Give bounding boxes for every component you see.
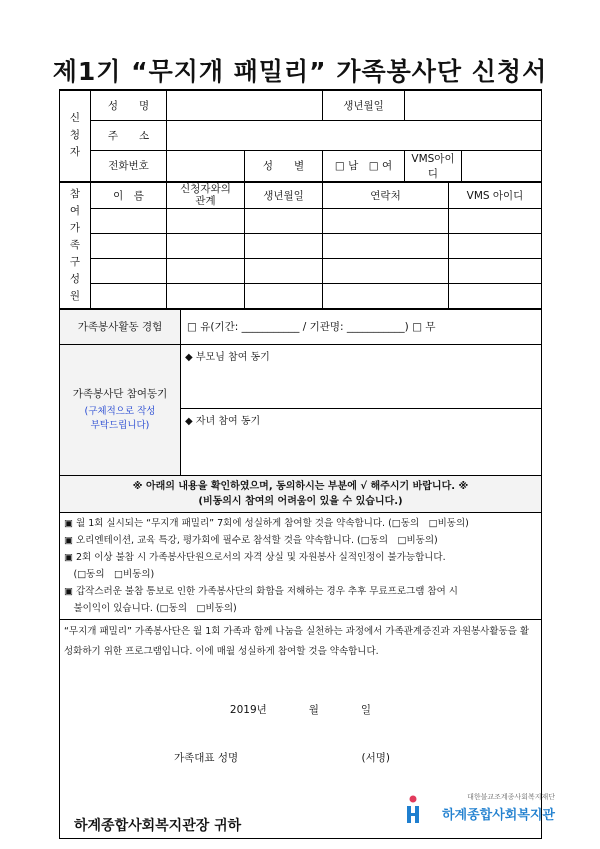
sign-mark[interactable]: (서명) [361, 751, 391, 764]
motive-label: 가족봉사단 참여동기 [72, 388, 168, 400]
birth-label: 생년월일 [323, 90, 405, 120]
family-header-name: 이 름 [91, 182, 167, 208]
family-cell[interactable] [323, 208, 449, 233]
family-cell[interactable] [91, 233, 167, 258]
phone-label: 전화번호 [91, 150, 167, 181]
family-cell[interactable] [91, 208, 167, 233]
phone-field[interactable] [167, 150, 245, 181]
recipient: 하계종합사회복지관장 귀하 [74, 817, 242, 834]
family-header-relation: 신청자와의 관계 [167, 182, 245, 208]
family-cell[interactable] [323, 283, 449, 308]
date-line[interactable]: 2019년 월 일 [229, 703, 372, 716]
family-row [60, 233, 542, 258]
gender-label: 성 별 [245, 150, 323, 181]
application-form [59, 89, 541, 839]
family-cell[interactable] [449, 233, 542, 258]
terms-box [60, 512, 542, 619]
family-cell[interactable] [449, 258, 542, 283]
notice-line-1: ※ 아래의 내용을 확인하였으며, 동의하시는 부분에 √ 해주시기 바랍니다. ※ [132, 480, 469, 492]
birth-field[interactable] [405, 90, 542, 120]
family-cell[interactable] [91, 283, 167, 308]
experience-motive-table [59, 309, 542, 839]
family-cell[interactable] [245, 233, 323, 258]
family-table [59, 182, 542, 309]
family-cell[interactable] [245, 258, 323, 283]
family-section-label: 참 여 가 족 구 성 원 [60, 182, 91, 308]
family-cell[interactable] [449, 283, 542, 308]
name-label: 성 명 [91, 90, 167, 120]
experience-label: 가족봉사활동 경험 [60, 309, 181, 344]
family-row [60, 258, 542, 283]
notice-box [60, 475, 542, 512]
organization-logo [405, 792, 555, 824]
family-cell[interactable] [245, 283, 323, 308]
family-cell[interactable] [323, 258, 449, 283]
address-label: 주 소 [91, 120, 167, 150]
term-item[interactable]: (□동의 □비동의) [64, 568, 155, 580]
sign-label: 가족대표 성명 [174, 751, 239, 764]
notice-line-2: (비동의시 참여의 어려움이 있을 수 있습니다.) [198, 495, 403, 507]
pledge-text: “무지개 패밀리” 가족봉사단은 월 1회 가족과 함께 나눔을 실천하는 과정에서 가족관계증진과 자원봉사활동을 활성화하기 위한 프로그램입니다. 이에 매월 성실하게 참여할 것을 약속합니다. [64, 625, 530, 657]
family-header-vms: VMS 아이디 [449, 182, 542, 208]
family-header-contact: 연락처 [323, 182, 449, 208]
logo-subtitle: 대한불교조계종사회복지재단 [467, 793, 555, 801]
motive-note: (구체적으로 작성 부탁드립니다) [84, 406, 156, 431]
family-row [60, 283, 542, 308]
page-title: 제1기 “무지개 패밀리” 가족봉사단 신청서 [52, 57, 548, 86]
term-item: ▣ 2회 이상 불참 시 가족봉사단원으로서의 자격 상실 및 자원봉사 실적인정이 불가능합니다. [64, 551, 446, 563]
family-cell[interactable] [167, 283, 245, 308]
family-cell[interactable] [91, 258, 167, 283]
child-motive-field[interactable]: ◆ 자녀 참여 동기 [181, 408, 542, 475]
parent-motive-field[interactable]: ◆ 부모님 참여 동기 [181, 344, 542, 408]
address-field[interactable] [167, 120, 542, 150]
family-cell[interactable] [245, 208, 323, 233]
motive-label-cell [60, 344, 181, 475]
experience-field[interactable]: □ 유(기간: ___________ / 기관명: ___________) □ 무 [181, 309, 542, 344]
vms-field[interactable] [462, 150, 542, 181]
family-row [60, 208, 542, 233]
family-cell[interactable] [323, 233, 449, 258]
applicant-section-label: 신 청 자 [60, 90, 91, 181]
term-item[interactable]: 불이익이 있습니다. (□동의 □비동의) [64, 602, 237, 614]
term-item[interactable]: ▣ 오리엔테이션, 교육 특강, 평가회에 필수로 참석할 것을 약속합니다. (□동의 □비동의) [64, 534, 438, 546]
family-cell[interactable] [449, 208, 542, 233]
name-field[interactable] [167, 90, 323, 120]
term-item[interactable]: ▣ 월 1회 실시되는 “무지개 패밀리” 7회에 성실하게 참여할 것을 약속합니다. (□동의 □비동의) [64, 517, 469, 529]
family-cell[interactable] [167, 233, 245, 258]
applicant-table [59, 89, 542, 182]
logo-mark-icon [403, 794, 423, 824]
gender-options[interactable]: □ 남 □ 여 [323, 150, 405, 181]
family-cell[interactable] [167, 208, 245, 233]
logo-name: 하계종합사회복지관 [441, 808, 555, 823]
family-cell[interactable] [167, 258, 245, 283]
sign-line [64, 748, 537, 768]
vms-label: VMS아이디 [405, 150, 462, 181]
family-header-birth: 생년월일 [245, 182, 323, 208]
term-item: ▣ 갑작스러운 불참 통보로 인한 가족봉사단의 화합을 저해하는 경우 추후 무료프로그램 참여 시 [64, 585, 458, 597]
